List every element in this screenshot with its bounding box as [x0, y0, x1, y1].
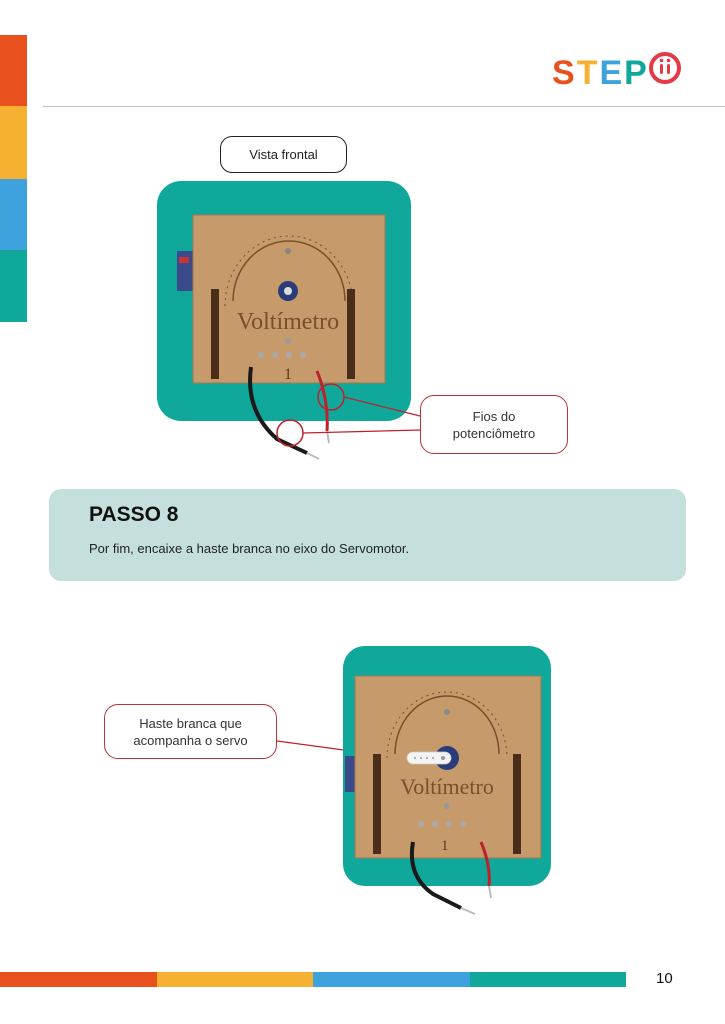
footer-color-bar-yellow [157, 972, 313, 987]
logo-letter-p: P [624, 54, 649, 92]
footer-color-bar-teal [470, 972, 626, 987]
photo-engraved-label: Voltímetro [400, 774, 494, 799]
step-panel [49, 489, 686, 581]
callout-line-1: Fios do [472, 408, 516, 424]
side-color-bar-blue [0, 179, 27, 250]
step-instruction: Por fim, encaixe a haste branca no eixo do Servomotor. [89, 541, 410, 556]
logo-letter-e: E [599, 54, 625, 92]
callout-line-2: potenciômetro [452, 425, 536, 441]
figure-label-vista-frontal [220, 136, 347, 173]
callout-haste-branca [104, 704, 277, 759]
step-logo [552, 52, 682, 92]
callout-line-2: acompanha o servo [133, 732, 248, 748]
callout-line-1: Haste branca que [139, 715, 242, 731]
side-color-bar-orange [0, 35, 27, 106]
voltmeter-front-photo [157, 181, 411, 461]
photo-board-number: 1 [284, 366, 292, 383]
logo-letter-s: S [552, 54, 577, 92]
side-color-bar-yellow [0, 106, 27, 179]
logo-letter-t: T [576, 54, 600, 92]
footer-color-bar-blue [313, 972, 470, 987]
voltmeter-arm-photo [343, 646, 551, 916]
header-divider [43, 106, 725, 107]
logo-text [552, 54, 649, 93]
page-number: 10 [656, 970, 673, 987]
photo-engraved-label: Voltímetro [236, 309, 340, 335]
side-color-bar-teal [0, 250, 27, 322]
photo-board-number: 1 [441, 838, 449, 854]
step-title: PASSO 8 [89, 503, 179, 526]
figure-label-text: Vista frontal [249, 147, 318, 162]
callout-fios-potenciometro [420, 395, 568, 454]
footer-color-bar-orange [0, 972, 157, 987]
logo-badge-icon [649, 52, 681, 84]
